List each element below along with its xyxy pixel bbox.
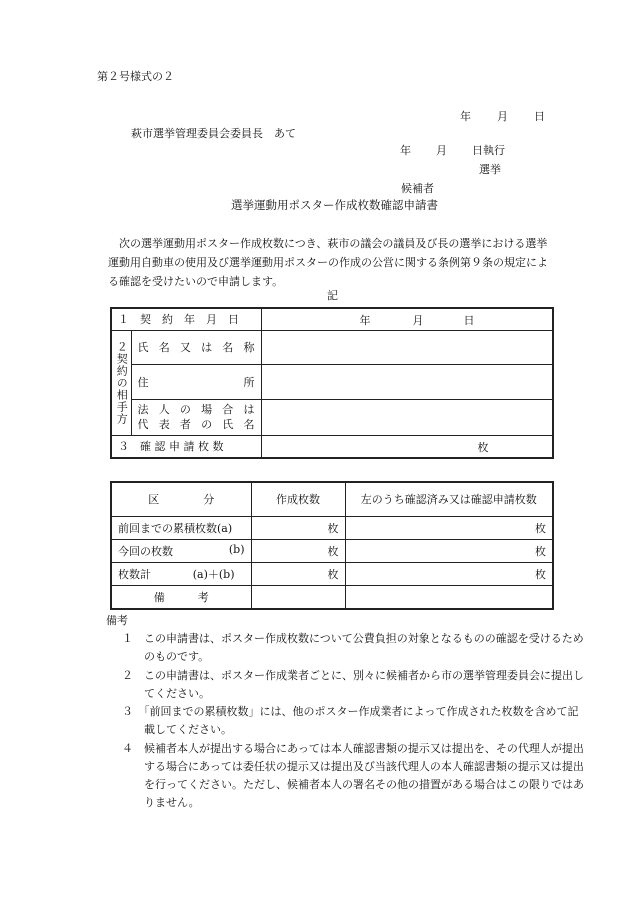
contract-date-label: １ 契 約 年 月 日 bbox=[111, 308, 261, 330]
row-confirmed: 枚 bbox=[345, 562, 553, 585]
table-row bbox=[111, 516, 553, 539]
note-2: ２ この申請書は、ポスター作成業者ごとに、別々に候補者から市の選挙管理委員会に提出してください。 bbox=[122, 669, 584, 700]
row-label-text: 枚数計 bbox=[118, 567, 151, 581]
row-label bbox=[111, 539, 251, 562]
representative-value bbox=[261, 399, 553, 435]
name-label: 氏名又は名称 bbox=[131, 330, 261, 364]
table-row bbox=[111, 562, 553, 585]
remarks-value-2 bbox=[345, 585, 553, 609]
note-1: １ この申請書は、ポスター作成枚数について公費負担の対象となるものの確認を受けるためのものです。 bbox=[122, 632, 584, 663]
count-unit: 枚 bbox=[477, 441, 489, 455]
rep-line-2: 代表者の氏名 bbox=[137, 418, 255, 431]
header-category: 区 分 bbox=[111, 482, 251, 516]
election-month: 月 bbox=[436, 144, 447, 157]
name-value bbox=[261, 330, 553, 364]
election-label: 選挙 bbox=[479, 163, 501, 176]
document-title: 選挙運動用ポスター作成枚数確認申請書 bbox=[231, 198, 438, 212]
note-3: ３ 「前回までの累積枚数」には、他のポスター作成業者によって作成された枚数を含めて記載してください。 bbox=[122, 705, 579, 736]
ki-mark: 記 bbox=[327, 289, 338, 302]
counterparty-label: ２契約の相手方 bbox=[111, 330, 131, 435]
row-made: 枚 bbox=[251, 539, 345, 562]
row-label-text: 前回までの累積枚数(a) bbox=[118, 521, 233, 535]
body-paragraph: 次の選挙運動用ポスター作成枚数につき、萩市の議会の議員及び長の選挙における選挙運動用自動車の使用及び選挙運動用ポスターの作成の公営に関する条例第９条の規定による確認を受けたいので申請します。 bbox=[108, 237, 548, 288]
contract-date-value bbox=[261, 308, 553, 330]
date-day: 日 bbox=[534, 110, 545, 123]
date-year: 年 bbox=[460, 110, 471, 123]
contract-year: 年 bbox=[359, 314, 371, 328]
note-4: ４ 候補者本人が提出する場合にあっては本人確認書類の提示又は提出を、その代理人が提出する場合にあっては委任状の提示又は提出及び当該代理人の本人確認書類の提示又は提出を行ってください。ただし、候補者本人の署名その他の措置がある場合はこの限りではありません。 bbox=[122, 742, 584, 809]
table-row bbox=[111, 539, 553, 562]
row-confirmed: 枚 bbox=[345, 539, 553, 562]
row-label bbox=[111, 562, 251, 585]
row-made: 枚 bbox=[251, 562, 345, 585]
remarks-label: 備 考 bbox=[111, 585, 251, 609]
contract-month: 月 bbox=[412, 314, 424, 328]
election-year: 年 bbox=[400, 144, 411, 157]
address-label: 住 所 bbox=[131, 364, 261, 399]
row-mark: (a)＋(b) bbox=[192, 567, 235, 581]
notes-title: 備考 bbox=[106, 614, 128, 627]
rep-line-1: 法人の場合は bbox=[137, 403, 255, 416]
count-label: ３ 確 認 申 請 枚 数 bbox=[111, 435, 261, 458]
row-label bbox=[111, 516, 251, 539]
addressee: 萩市選挙管理委員会委員長 あて bbox=[131, 127, 296, 140]
count-table bbox=[110, 481, 554, 610]
row-label-text: 今回の枚数 bbox=[118, 544, 173, 558]
date-month: 月 bbox=[497, 110, 508, 123]
count-value bbox=[261, 435, 553, 458]
election-day: 日執行 bbox=[472, 144, 505, 157]
row-made: 枚 bbox=[251, 516, 345, 539]
header-confirmed: 左のうち確認済み又は確認申請枚数 bbox=[345, 482, 553, 516]
candidate-label: 候補者 bbox=[401, 182, 434, 195]
header-made: 作成枚数 bbox=[251, 482, 345, 516]
address-value bbox=[261, 364, 553, 399]
row-confirmed: 枚 bbox=[345, 516, 553, 539]
contract-table bbox=[110, 307, 554, 459]
contract-day: 日 bbox=[463, 314, 475, 328]
remarks-value-1 bbox=[251, 585, 345, 609]
representative-label bbox=[131, 399, 261, 435]
form-number: 第２号様式の２ bbox=[97, 70, 174, 83]
row-mark: (b) bbox=[228, 542, 245, 556]
